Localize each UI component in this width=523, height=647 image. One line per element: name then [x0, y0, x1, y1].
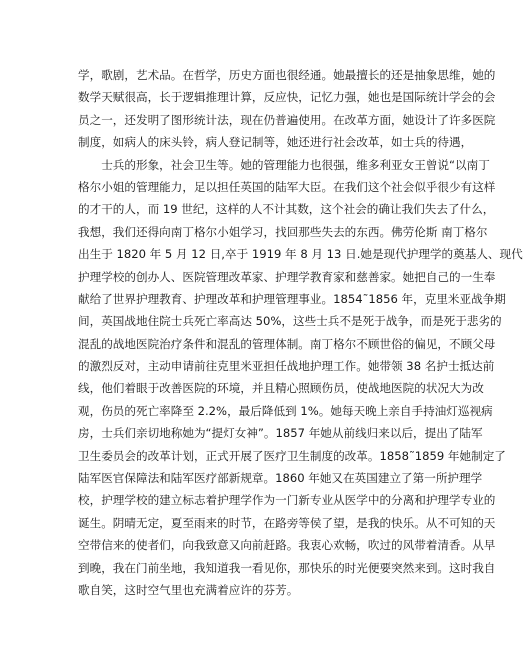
text-line: 诞生。阴晴无定，夏至雨来的时节，在路旁等侯了望，是我的快乐。从不可知的天: [78, 515, 496, 530]
text-line: 混乱的战地医院治疗条件和混乱的管理体制。南丁格尔不顾世俗的偏见，不顾父母: [78, 336, 496, 351]
text-line: 卫生委员会的改革计划，正式开展了医疗卫生制度的改革。1858˜1859 年她制定了: [78, 448, 506, 463]
text-line: 房，士兵们亲切地称她为“提灯女神”。1857 年她从前线归来以后，提出了陆军: [78, 426, 483, 441]
body-text: [78, 64, 523, 601]
text-line: 校，护理学校的建立标志着护理学作为一门新专业从医学中的分离和护理学专业的: [78, 493, 496, 508]
text-line: 学，歌剧，艺术品。在哲学，历史方面也很经通。她最擅长的还是抽象思维，她的: [78, 68, 496, 82]
text-line: 献给了世界护理教育、护理改革和护理管理事业。1854˜1856 年，克里米亚战争期: [78, 291, 506, 306]
text-line: 我想，我们还得向南丁格尔小姐学习，找回那些失去的东西。佛劳伦斯 南丁格尔: [78, 224, 488, 239]
text-line: 出生于 1820 年 5 月 12 日,卒于 1919 年 8 月 13 日.她是现代护理学的奠基人、现代: [78, 247, 523, 262]
text-line: 员之一，还发明了图形统计法，现在仍普遍使用。在改革方面，她设计了许多医院: [78, 112, 496, 127]
text-line: 的才干的人，而 19 世纪，这样的人不计其数，这个社会的确让我们失去了什么，: [78, 202, 495, 217]
text-line: 到晚，我在门前坐地，我知道我一看见你，那快乐的时光便要突然来到。这时我自: [78, 560, 496, 575]
text-line: 歌自笑，这时空气里也充满着应许的芬芳。: [78, 582, 299, 597]
text-line: 士兵的形象，社会卫生等。她的管理能力也很强，维多利亚女王曾说“以南丁: [78, 157, 490, 172]
text-line: 空带信来的使者们，向我致意又向前赶路。我衷心欢畅，吹过的风带着清香。从早: [78, 538, 496, 553]
text-line: 护理学校的创办人、医院管理改革家、护理学教育家和慈善家。她把自己的一生奉: [78, 269, 496, 284]
text-line: 制度，如病人的床头铃，病人登记制等，她还进行社会改革，如士兵的待遇，: [78, 135, 473, 150]
text-line: 线，他们着眼于改善医院的环境，并且精心照顾伤员，使战地医院的状况大为改: [78, 381, 484, 396]
text-line: 格尔小姐的管理能力，足以担任英国的陆军大臣。在我们这个社会似乎很少有这样: [78, 179, 496, 194]
text-line: 间，英国战地住院士兵死亡率高达 50%，这些士兵不是死于战争，而是死于悲劣的: [78, 314, 502, 329]
text-line: 陆军医官保障法和陆军医疗部新规章。1860 年她又在英国建立了第一所护理学: [78, 471, 483, 486]
text-line: 的激烈反对，主动申请前往克里米亚担任战地护理工作。她带领 38 名护士抵达前: [78, 359, 495, 374]
text-line: 数学天赋很高，长于逻辑推理计算，反应快，记忆力强，她也是国际统计学会的会: [78, 90, 496, 105]
text-line: 观，伤员的死亡率降至 2.2%，最后降低到 1%。她每天晚上亲自手持油灯巡视病: [78, 403, 493, 418]
